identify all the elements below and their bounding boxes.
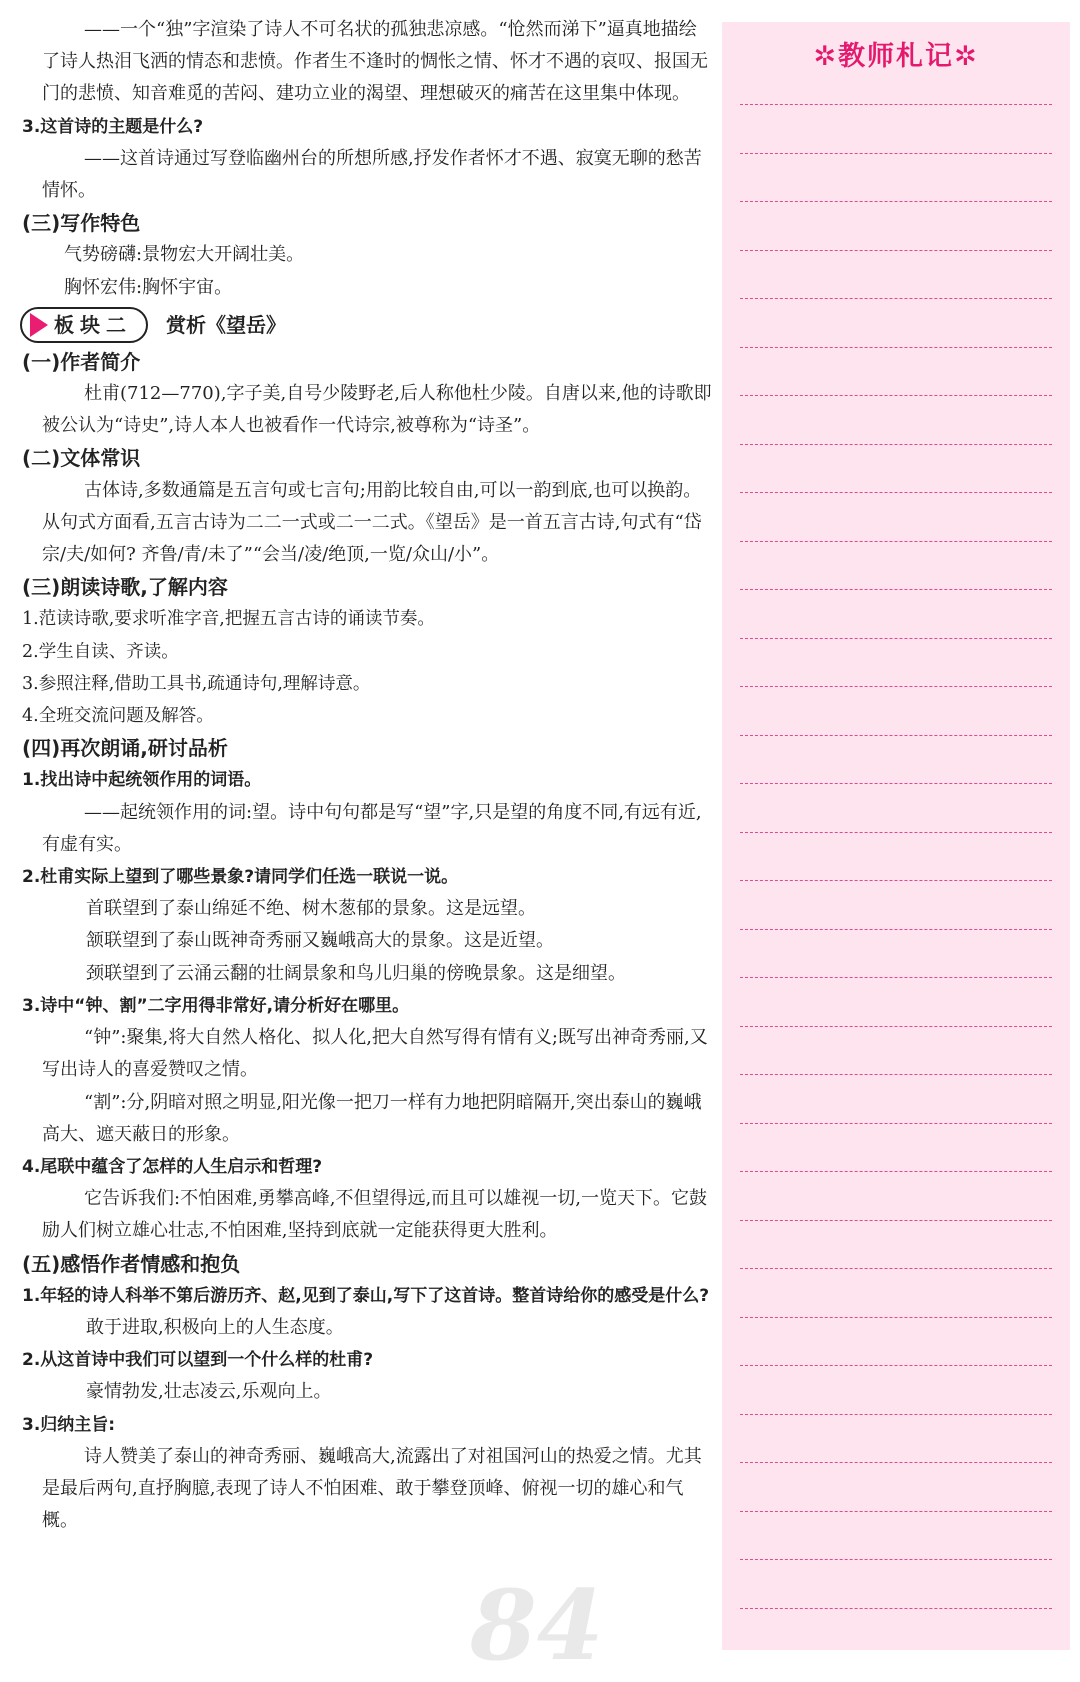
- note-line: [740, 929, 1052, 930]
- reading-step-2: 2.学生自读、齐读。: [22, 641, 179, 662]
- page-number: 84: [470, 1569, 604, 1682]
- heading-writing-features: (三)写作特色: [22, 211, 141, 236]
- note-line: [740, 492, 1052, 493]
- sec4-question-4: 4.尾联中蕴含了怎样的人生启示和哲理?: [22, 1156, 323, 1177]
- heading-genre: (二)文体常识: [22, 446, 141, 471]
- note-line: [740, 298, 1052, 299]
- note-line: [740, 104, 1052, 105]
- sec4-answer-1: ——起统领作用的词:望。诗中句句都是写“望”字,只是望的角度不同,有远有近,有虚有实。: [42, 801, 702, 855]
- note-line: [740, 1171, 1052, 1172]
- sec4-answer-3a: “钟”:聚集,将大自然人格化、拟人化,把大自然写得有情有义;既写出神奇秀丽,又写出诗人的喜爱赞叹之情。: [42, 1027, 708, 1081]
- note-line: [740, 832, 1052, 833]
- sec5-question-3: 3.归纳主旨:: [22, 1414, 116, 1435]
- heading-author-intro: (一)作者简介: [22, 349, 141, 374]
- note-line: [740, 395, 1052, 396]
- genre-text: 古体诗,多数通篇是五言句或七言句;用韵比较自由,可以一韵到底,也可以换韵。从句式方面看,五言古诗为二二一式或二一二式。《望岳》是一首五言古诗,句式有“岱宗/夫/如何? 齐鲁/青/未了”“会当/凌/绝顶,一览/众山/小”。: [42, 479, 702, 566]
- sec5-answer-3: 诗人赞美了泰山的神奇秀丽、巍峨高大,流露出了对祖国河山的热爱之情。尤其是最后两句,直抒胸臆,表现了诗人不怕困难、敢于攀登顶峰、俯视一切的雄心和气概。: [42, 1445, 702, 1532]
- block-two-title: 赏析《望岳》: [166, 312, 286, 337]
- note-line: [740, 686, 1052, 687]
- note-line: [740, 589, 1052, 590]
- block-two-label: 板块二: [54, 312, 132, 337]
- note-line: [740, 541, 1052, 542]
- note-line: [740, 1268, 1052, 1269]
- sec4-answer-2-line-2: 颔联望到了泰山既神奇秀丽又巍峨高大的景象。这是近望。: [86, 930, 554, 952]
- note-line: [740, 153, 1052, 154]
- note-line: [740, 444, 1052, 445]
- sec4-answer-2-line-3: 颈联望到了云涌云翻的壮阔景象和鸟儿归巢的傍晚景象。这是细望。: [86, 962, 626, 984]
- reading-step-4: 4.全班交流问题及解答。: [22, 706, 214, 727]
- sec4-question-2: 2.杜甫实际上望到了哪些景象?请同学们任选一联说一说。: [22, 867, 459, 888]
- note-line: [740, 1220, 1052, 1221]
- sec5-question-1: 1.年轻的诗人科举不第后游历齐、赵,见到了泰山,写下了这首诗。整首诗给你的感受是什么?: [22, 1285, 710, 1306]
- note-line: [740, 1462, 1052, 1463]
- feature-2: 胸怀宏伟:胸怀宇宙。: [64, 276, 233, 298]
- heading-analysis: (四)再次朗诵,研讨品析: [22, 736, 228, 761]
- note-line: [740, 1123, 1052, 1124]
- note-line: [740, 1074, 1052, 1075]
- sec4-question-1: 1.找出诗中起统领作用的词语。: [22, 770, 262, 791]
- note-line: [740, 201, 1052, 202]
- note-line: [740, 1608, 1052, 1609]
- note-line: [740, 977, 1052, 978]
- note-line: [740, 1559, 1052, 1560]
- sec4-question-3: 3.诗中“钟、割”二字用得非常好,请分析好在哪里。: [22, 995, 410, 1016]
- sec5-question-2: 2.从这首诗中我们可以望到一个什么样的杜甫?: [22, 1350, 374, 1371]
- note-line: [740, 638, 1052, 639]
- answer-3: ——这首诗通过写登临幽州台的所想所感,抒发作者怀才不遇、寂寞无聊的愁苦情怀。: [42, 147, 702, 202]
- note-line: [740, 735, 1052, 736]
- sec4-answer-3b: “割”:分,阴暗对照之明显,阳光像一把刀一样有力地把阴暗隔开,突出泰山的巍峨高大、遮天蔽日的形象。: [42, 1091, 702, 1145]
- block-two-badge: [20, 307, 148, 343]
- sec5-answer-2: 豪情勃发,壮志凌云,乐观向上。: [86, 1381, 332, 1403]
- main-content: [22, 14, 712, 1537]
- reading-step-3: 3.参照注释,借助工具书,疏通诗句,理解诗意。: [22, 673, 371, 694]
- note-line: [740, 1317, 1052, 1318]
- author-intro-text: 杜甫(712—770),字子美,自号少陵野老,后人称他杜少陵。自唐以来,他的诗歌即被公认为“诗史”,诗人本人也被看作一代诗宗,被尊称为“诗圣”。: [42, 383, 712, 437]
- teacher-notes-title: ✲教师札记✲: [813, 41, 979, 72]
- note-line: [740, 250, 1052, 251]
- reading-step-1: 1.范读诗歌,要求听准字音,把握五言古诗的诵读节奏。: [22, 609, 435, 630]
- analysis-paragraph: ——一个“独”字渲染了诗人不可名状的孤独悲凉感。“怆然而涕下”逼真地描绘了诗人热泪飞洒的情态和悲愤。作者生不逢时的惆怅之情、怀才不遇的哀叹、报国无门的悲愤、知音难觅的苦闷、建功立业的渴望、理想破灭的痛苦在这里集中体现。: [42, 19, 708, 105]
- block-two-banner: [20, 308, 712, 342]
- teacher-notes-panel[interactable]: [722, 22, 1070, 1650]
- note-line: [740, 1026, 1052, 1027]
- note-line: [740, 783, 1052, 784]
- note-line: [740, 1365, 1052, 1366]
- note-line: [740, 880, 1052, 881]
- feature-1: 气势磅礴:景物宏大开阔壮美。: [64, 244, 305, 266]
- sec5-answer-1: 敢于进取,积极向上的人生态度。: [86, 1316, 344, 1338]
- note-line: [740, 1511, 1052, 1512]
- note-line: [740, 1414, 1052, 1415]
- note-line: [740, 347, 1052, 348]
- sec4-answer-2-line-1: 首联望到了泰山绵延不绝、树木葱郁的景象。这是远望。: [86, 898, 536, 920]
- sec4-answer-4: 它告诉我们:不怕困难,勇攀高峰,不但望得远,而且可以雄视一切,一览天下。它鼓励人们树立雄心壮志,不怕困难,坚持到底就一定能获得更大胜利。: [42, 1188, 707, 1242]
- heading-emotion: (五)感悟作者情感和抱负: [22, 1251, 241, 1276]
- heading-reading: (三)朗读诗歌,了解内容: [22, 575, 228, 600]
- question-3: 3.这首诗的主题是什么?: [22, 116, 204, 137]
